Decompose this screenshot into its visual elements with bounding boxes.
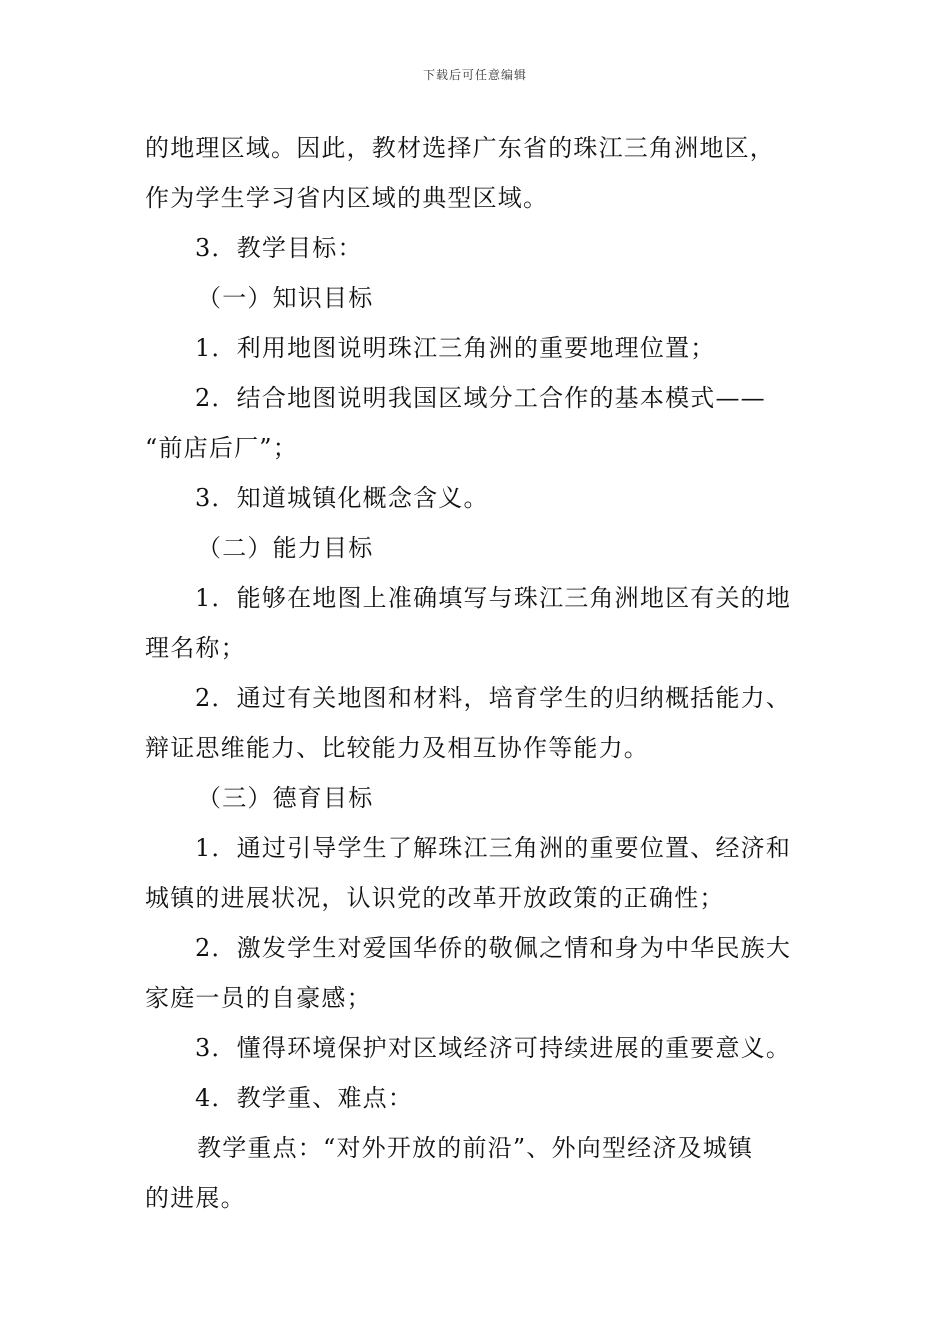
list-item: 1．能够在地图上准确填写与珠江三角洲地区有关的地	[195, 584, 792, 612]
list-item: 1．通过引导学生了解珠江三角洲的重要位置、经济和	[195, 834, 792, 862]
section-heading: 4．教学重、难点：	[195, 1084, 414, 1112]
list-item: 2．激发学生对爱国华侨的敬佩之情和身为中华民族大	[195, 934, 792, 962]
list-item-continuation: “前店后厂”；	[145, 434, 298, 462]
list-item-continuation: 城镇的进展状况，认识党的改革开放政策的正确性；	[145, 884, 725, 912]
subsection-heading: （一）知识目标	[197, 284, 374, 312]
list-item: 2．结合地图说明我国区域分工合作的基本模式——	[195, 384, 766, 412]
list-item: 3．知道城镇化概念含义。	[195, 484, 489, 512]
list-item: 2．通过有关地图和材料，培育学生的归纳概括能力、	[195, 684, 792, 712]
paragraph-line: 的进展。	[145, 1184, 246, 1212]
section-heading: 3．教学目标：	[195, 234, 363, 262]
paragraph-line: 作为学生学习省内区域的典型区域。	[145, 184, 549, 212]
paragraph-line: 教学重点：“对外开放的前沿”、外向型经济及城镇	[197, 1134, 754, 1162]
list-item-continuation: 理名称；	[145, 634, 246, 662]
subsection-heading: （三）德育目标	[197, 784, 374, 812]
subsection-heading: （二）能力目标	[197, 534, 374, 562]
list-item: 1．利用地图说明珠江三角洲的重要地理位置；	[195, 334, 716, 362]
page-header-note: 下载后可任意编辑	[422, 68, 527, 82]
list-item: 3．懂得环境保护对区域经济可持续进展的重要意义。	[195, 1034, 792, 1062]
paragraph-line: 的地理区域。因此，教材选择广东省的珠江三角洲地区，	[145, 134, 775, 162]
list-item-continuation: 家庭一员的自豪感；	[145, 984, 372, 1012]
list-item-continuation: 辩证思维能力、比较能力及相互协作等能力。	[145, 734, 649, 762]
